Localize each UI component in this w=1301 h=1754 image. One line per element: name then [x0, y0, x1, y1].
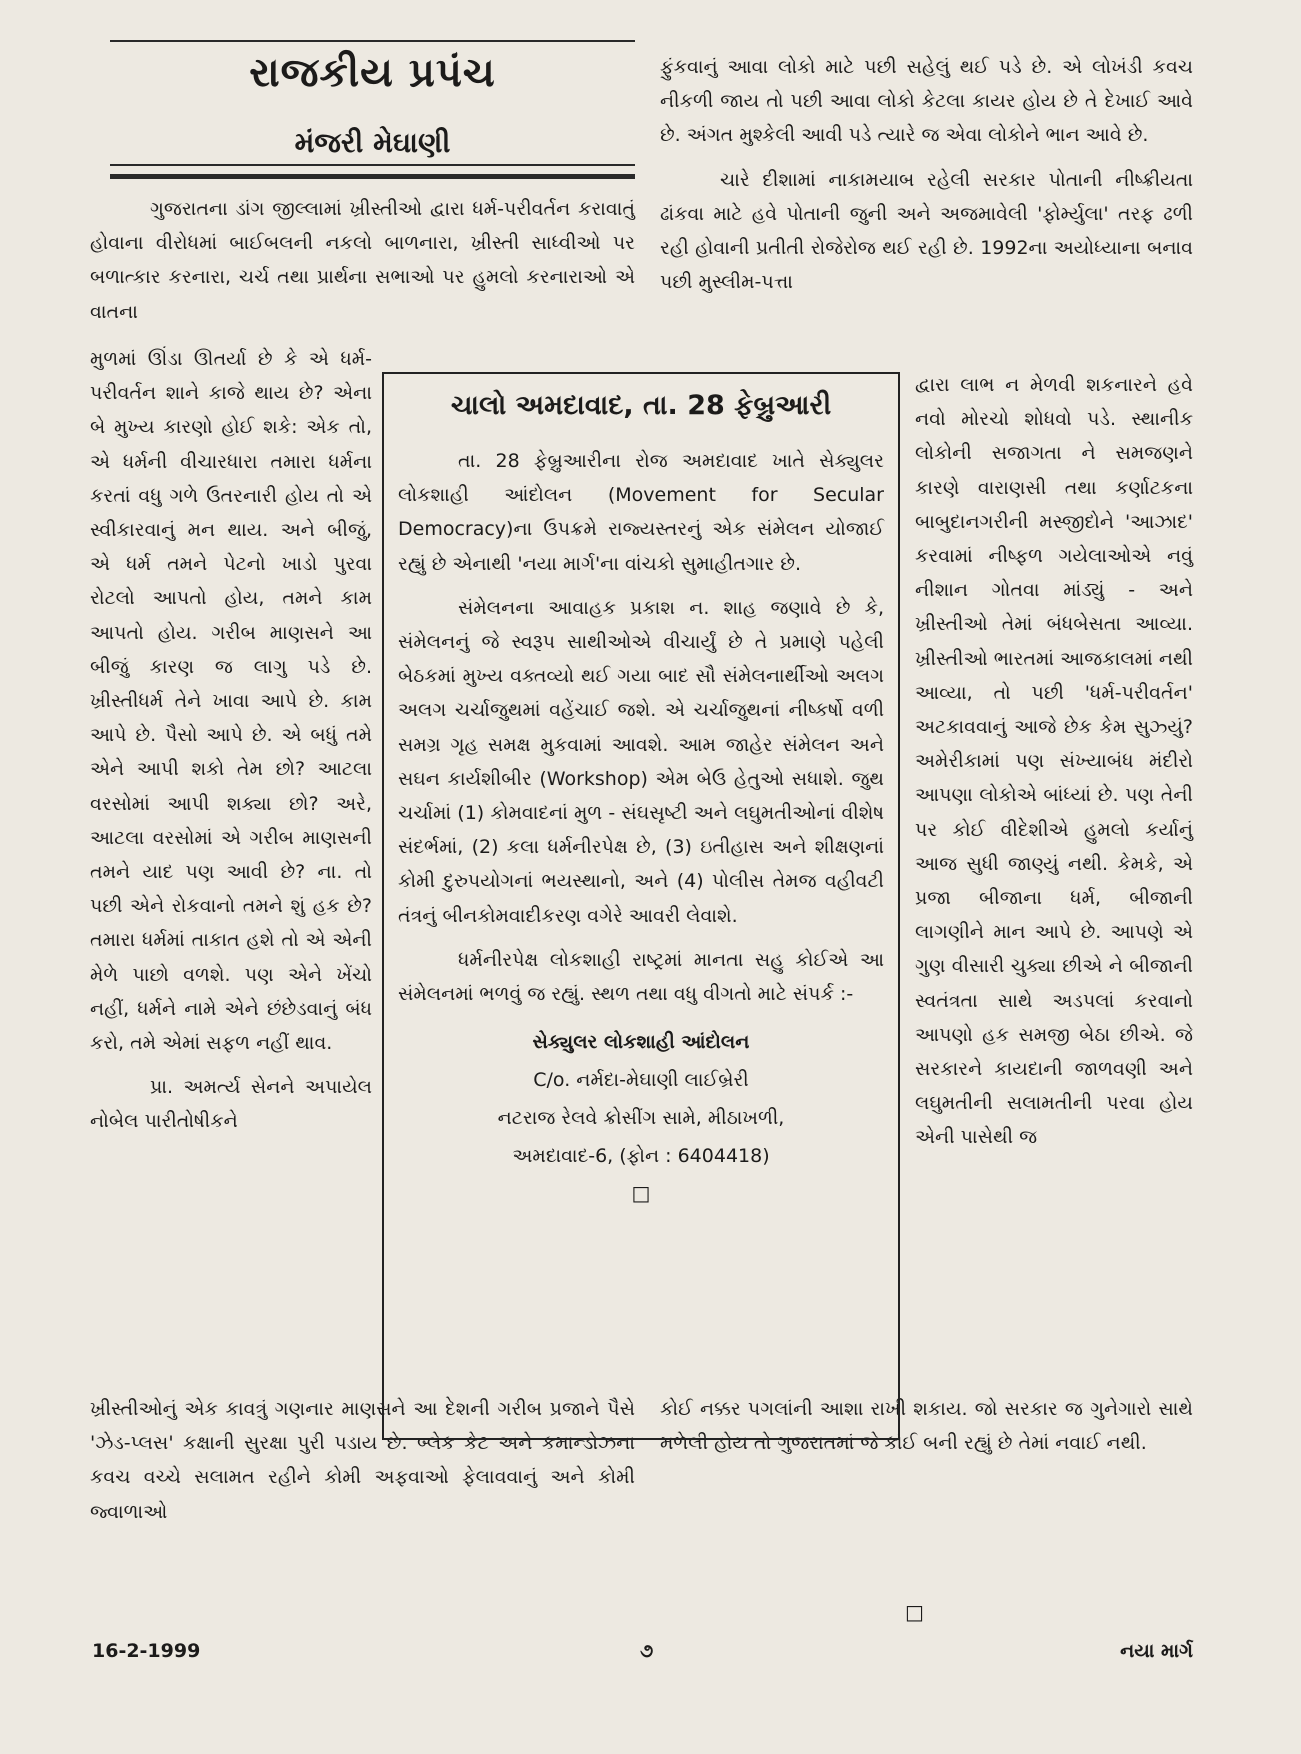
- notice-address-line-3: અમદાવાદ-6, (ફોન : 6404418): [512, 1145, 770, 1168]
- footer-date: 16-2-1999: [92, 1640, 201, 1662]
- article-paragraph-1b: મુળમાં ઊંડા ઊતર્યા છે કે એ ધર્મ-પરીવર્તન શાને કાજે થાય છે? એના બે મુખ્ય કારણો હોઈ શકે: એક તો, એ ધર્મની વીચારધારા તમારા ધર્મના કરતાં વધુ ગળે ઉતરનારી હોય તો એ સ્વીકારવાનું મન થાય. અને બીજું, એ ધર્મ તમને પેટનો ખાડો પુરવા રોટલો આપતો હોય, તમને કામ આપતો હોય. ગરીબ માણસને આ બીજું કારણ જ લાગુ પડે છે. ખ્રીસ્તીધર્મ તેને ખાવા આપે છે. કામ આપે છે. પૈસો આપે છે. એ બધું તમે એને આપી શકો તેમ છો? આટલા વરસોમાં આપી શક્યા છો? અરે, આટલા વરસોમાં એ ગરીબ માણસની તમને યાદ પણ આવી છે? ના. તો પછી એને રોકવાનો તમને શું હક છે? તમારા ધર્મમાં તાકાત હશે તો એ એની મેળે પાછો વળશે. પણ એને ખેંચો નહીં, ધર્મને નામે એને છંછેડવાનું બંધ કરો, તમે એમાં સફળ નહીં થાવ.: [90, 348, 372, 1055]
- article-title: રાજકીય પ્રપંચ: [249, 50, 496, 96]
- notice-address-line-1: C/o. નર્મદા-મેઘાણી લાઈબ્રેરી: [533, 1069, 749, 1092]
- article-column-intro: [90, 192, 635, 329]
- footer-page-number: ૭: [640, 1640, 654, 1662]
- notice-box: [382, 372, 900, 1440]
- footer-magazine-name: નયા માર્ગ: [1120, 1640, 1193, 1662]
- article-paragraph-2b: ખ્રીસ્તીઓનું એક કાવત્રું ગણનાર માણસને આ દેશની ગરીબ પ્રજાને પૈસે 'ઝેડ-પ્લસ' કક્ષાની સુરક્ષા પુરી પડાય છે. બ્લેક કેટ અને કમાન્ડોઝના કવચ વચ્ચે સલામત રહીને કોમી અફવાઓ ફેલાવવાનું અને કોમી જ્વાળાઓ: [90, 1398, 635, 1523]
- notice-paragraph-3: ધર્મનીરપેક્ષ લોકશાહી રાષ્ટ્રમાં માનતા સહુ કોઈએ આ સંમેલનમાં ભળવું જ રહ્યું. સ્થળ તથા વધુ વીગતો માટે સંપર્ક :-: [398, 948, 884, 1006]
- article-paragraph-3c: કોઈ નક્કર પગલાંની આશા રાખી શકાય. જો સરકાર જ ગુનેગારો સાથે મળેલી હોય તો ગુજરાતમાં જે કાંઈ બની રહ્યું છે તેમાં નવાઈ નથી.: [660, 1398, 1193, 1455]
- article-paragraph-2a: પ્રા. અમર્ત્ય સેનને અપાયેલ નોબેલ પારીતોષીકને: [90, 1076, 372, 1133]
- article-paragraph-3b: દ્વારા લાભ ન મેળવી શકનારને હવે નવો મોરચો શોધવો પડે. સ્થાનીક લોકોની સજાગતા ને સમજણને કારણે વારાણસી તથા કર્ણાટકના બાબુદાનગરીની મસ્જીદોને 'આઝાદ' કરવામાં નીષ્ફળ ગયેલાઓએ નવું નીશાન ગોતવા માંડ્યું - અને ખ્રીસ્તીઓ તેમાં બંધબેસતા આવ્યા. ખ્રીસ્તીઓ ભારતમાં આજકાલમાં નથી આવ્યા, તો પછી 'ધર્મ-પરીવર્તન' અટકાવવાનું આજે છેક કેમ સુઝ્યું? અમેરીકામાં પણ સંખ્યાબંધ મંદીરો આપણા લોકોએ બાંધ્યાં છે. પણ તેની પર કોઈ વીદેશીએ હુમલો કર્યાનું આજ સુધી જાણ્યું નથી. કેમકે, એ પ્રજા બીજાના ધર્મ, બીજાની લાગણીને માન આપે છે. આપણે એ ગુણ વીસારી ચુક્યા છીએ ને બીજાની સ્વતંત્રતા સાથે અડપલાં કરવાનો આપણો હક સમજી બેઠા છીએ. જે સરકારને કાયદાની જાળવણી અને લઘુમતીની સલામતીની પરવા હોય એની પાસેથી જ: [915, 374, 1193, 1149]
- article-column-left-narrow: [90, 342, 372, 1139]
- notice-paragraph-1: તા. 28 ફેબ્રુઆરીના રોજ અમદાવાદ ખાતે સેક્યુલર લોકશાહી આંદોલન (Movement for Secular Democracy)ના ઉપક્રમે રાજ્યસ્તરનું એક સંમેલન યોજાઈ રહ્યું છે એનાથી 'નયા માર્ગ'ના વાંચકો સુમાહીતગાર છે.: [398, 450, 884, 575]
- notice-end-mark: □: [631, 1181, 651, 1206]
- article-paragraph-3a: ચારે દીશામાં નાકામયાબ રહેલી સરકાર પોતાની નીષ્ક્રીયતા ઢાંકવા માટે હવે પોતાની જુની અને અજમાવેલી 'ફોર્મ્યુલા' તરફ ઢળી રહી હોવાની પ્રતીતી રોજેરોજ થઈ રહી છે. 1992ના અયોધ્યાના બનાવ પછી મુસ્લીમ-પત્તા: [660, 168, 1193, 294]
- notice-heading: ચાલો અમદાવાદ, તા. 28 ફેબ્રુઆરી: [450, 390, 832, 421]
- title-double-rule: [110, 164, 635, 179]
- notice-organization: સેક્યુલર લોકશાહી આંદોલન: [532, 1031, 750, 1054]
- article-author: મંજરી મેઘાણી: [294, 126, 451, 159]
- notice-address-line-2: નટરાજ રેલવે ક્રોસીંગ સામે, મીઠાખળી,: [497, 1107, 785, 1130]
- notice-paragraph-2: સંમેલનના આવાહક પ્રકાશ ન. શાહ જણાવે છે કે, સંમેલનનું જે સ્વરૂપ સાથીઓએ વીચાર્યું છે તે પ્રમાણે પહેલી બેઠકમાં મુખ્ય વક્તવ્યો થઈ ગયા બાદ સૌ સંમેલનાર્થીઓ અલગ અલગ ચર્ચાજુથમાં વહેંચાઈ જશે. એ ચર્ચાજુથનાં નીષ્કર્ષો વળી સમગ્ર ગૃહ સમક્ષ મુકવામાં આવશે. આમ જાહેર સંમેલન અને સઘન કાર્યશીબીર (Workshop) એમ બેઉ હેતુઓ સધાશે. જુથ ચર્ચામાં (1) કોમવાદનાં મુળ - સંઘસૃષ્ટી અને લઘુમતીઓનાં વીશેષ સંદર્ભમાં, (2) કલા ધર્મનીરપેક્ષ છે, (3) ઇતીહાસ અને શીક્ષણનાં કોમી દુરુપયોગનાં ભયસ્થાનો, અને (4) પોલીસ તેમજ વહીવટી તંત્રનું બીનકોમવાદીકરણ વગેરે આવરી લેવાશે.: [398, 596, 884, 927]
- article-end-mark: □: [905, 1600, 924, 1624]
- top-rule: [110, 40, 635, 42]
- article-paragraph-1a: ગુજરાતના ડાંગ જીલ્લામાં ખ્રીસ્તીઓ દ્વારા ધર્મ-પરીવર્તન કરાવાતું હોવાના વીરોધમાં બાઈબલની નકલો બાળનારા, ખ્રીસ્તી સાધ્વીઓ પર બળાત્કાર કરનારા, ચર્ચ તથા પ્રાર્થના સભાઓ પર હુમલો કરનારાઓ એ વાતના: [90, 198, 635, 323]
- article-column-right-top: [660, 50, 1193, 299]
- article-paragraph-2c: ફુંકવાનું આવા લોકો માટે પછી સહેલું થઈ પડે છે. એ લોખંડી કવચ નીકળી જાય તો પછી આવા લોકો કેટલા કાયર હોય છે તે દેખાઈ આવે છે. અંગત મુશ્કેલી આવી પડે ત્યારે જ એવા લોકોને ભાન આવે છે.: [660, 56, 1193, 147]
- article-column-right-narrow: [915, 368, 1193, 1155]
